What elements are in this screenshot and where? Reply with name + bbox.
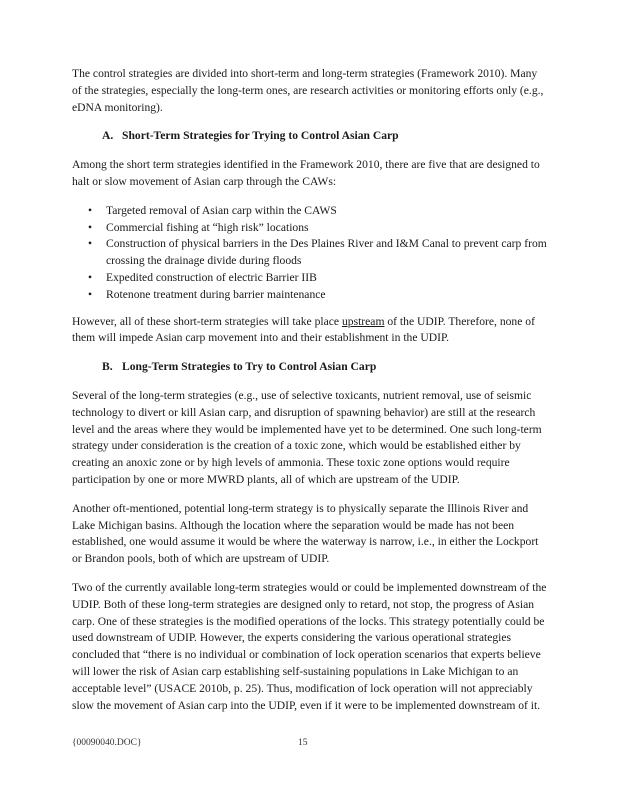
bullet-icon: • [88,203,93,217]
bullet-icon: • [88,220,93,234]
section-a-title: Short-Term Strategies for Trying to Control Asian Carp [122,129,399,143]
bullet-item [72,236,548,270]
section-a-bullet-list [72,203,548,304]
underlined-upstream: upstream [341,314,385,328]
section-a-heading [72,128,548,145]
section-b-paragraph-1: Several of the long-term strategies (e.g., use of selective toxicants, nutrient removal, use of seismic technology to divert or kill Asian carp, and disruption of spawning behavior) are still at the research level and the areas where they would be implemented have yet to be determined. One such long-term strategy under consideration is the creation of a toxic zone, which would be established either by creating an anoxic zone or by high levels of ammonia. These toxic zone options would require participation by one or more MWRD plants, all of which are upstream of the UDIP. [72,388,542,486]
footer-doc-id: {00090040.DOC} [72,738,142,748]
section-b-paragraph-3: Two of the currently available long-term strategies would or could be implemented downstream of the UDIP. Both of these long-term strategies are designed only to retard, not stop, the progress of Asian carp. One of these strategies is the modified operations of the locks. This strategy potentially could be used downstream of UDIP. However, the experts considering the various operational strategies concluded that “there is no individual or combination of lock operation scenarios that experts believe will lower the risk of Asian carp establishing self-sustaining populations in Lake Michigan to an acceptable level” (USACE 2010b, p. 25). Thus, modification of lock operation will not appreciably slow the movement of Asian carp into the UDIP, even if it were to be implemented downstream of it. [72,580,547,712]
bullet-text: Rotenone treatment during barrier maintenance [106,287,326,301]
section-b-heading [72,359,548,376]
section-a-letter: A. [102,129,114,143]
bullet-icon: • [88,287,93,301]
bullet-text: Commercial fishing at “high risk” locations [106,220,309,234]
page-footer [72,738,548,752]
section-b-paragraph-2: Another oft-mentioned, potential long-term strategy is to physically separate the Illinois River and Lake Michigan basins. Although the location where the separation would be made has not been established, one would assume it would be where the waterway is narrow, i.e., in either the Lockport or Brandon pools, both of which are upstream of UDIP. [72,501,539,566]
bullet-item [72,287,548,304]
bullet-icon: • [88,270,93,284]
bullet-item [72,270,548,287]
section-a-lead-paragraph: Among the short term strategies identified in the Framework 2010, there are five that are designed to halt or slow movement of Asian carp through the CAWs: [72,158,540,188]
bullet-item [72,203,548,220]
page-content [72,66,548,726]
section-b-letter: B. [102,360,113,374]
bullet-text: Construction of physical barriers in the Des Plaines River and I&M Canal to prevent carp from crossing the drainage divide during floods [106,237,547,268]
closing-text-after: of the UDIP. Therefore, none of them will impede Asian carp movement into and their establishment in the UDIP. [72,314,535,345]
section-b-title: Long-Term Strategies to Try to Control Asian Carp [122,360,377,374]
bullet-icon: • [88,237,93,251]
bullet-text: Targeted removal of Asian carp within the CAWS [106,203,337,217]
bullet-text: Expedited construction of electric Barrier IIB [106,270,317,284]
bullet-item [72,220,548,237]
closing-text-before: However, all of these short-term strategies will take place [72,314,342,328]
intro-paragraph: The control strategies are divided into short-term and long-term strategies (Framework 2010). Many of the strategies, especially the long-term ones, are research activities or monitoring efforts only (e.g., eDNA monitoring). [72,67,544,114]
footer-page-number: 15 [298,738,308,748]
section-a-closing-paragraph [72,314,548,348]
